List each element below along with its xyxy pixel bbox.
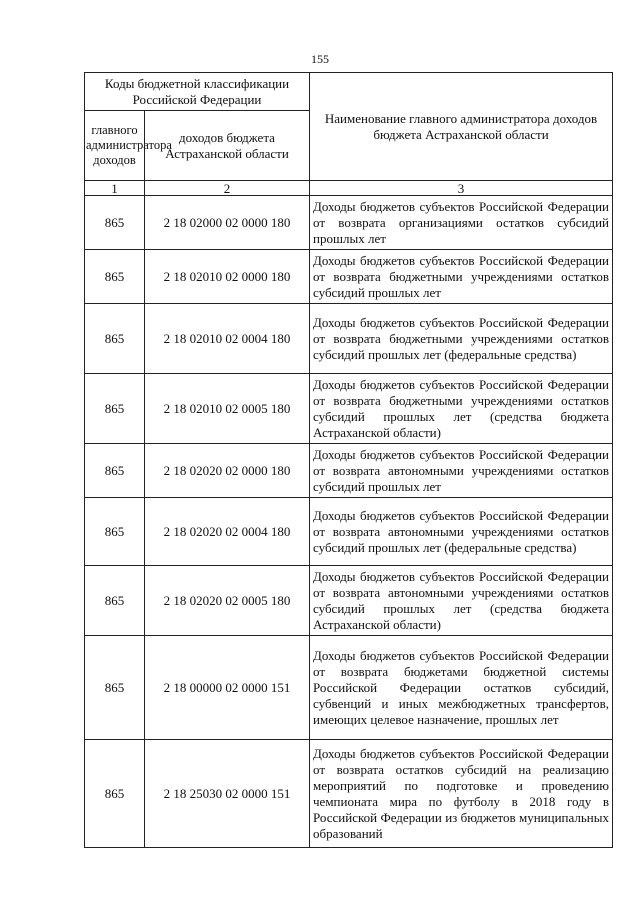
column-number: 1 <box>85 181 145 196</box>
table-row <box>85 636 613 740</box>
admin-code-cell: 865 <box>85 740 145 848</box>
admin-code-cell: 865 <box>85 444 145 498</box>
table-row <box>85 304 613 374</box>
income-code-cell: 2 18 02000 02 0000 180 <box>145 196 310 250</box>
admin-code-cell: 865 <box>85 250 145 304</box>
table-row <box>85 374 613 444</box>
income-name-cell: Доходы бюджетов субъектов Российской Федерации от возврата бюджетными учреждениями остатков субсидий прошлых лет <box>310 250 613 304</box>
table-row <box>85 566 613 636</box>
column-number: 2 <box>145 181 310 196</box>
header-income-column: доходов бюджета Астраханской области <box>145 111 310 181</box>
income-code-cell: 2 18 02020 02 0004 180 <box>145 498 310 566</box>
income-code-cell: 2 18 25030 02 0000 151 <box>145 740 310 848</box>
admin-code-cell: 865 <box>85 636 145 740</box>
table-row <box>85 498 613 566</box>
income-code-cell: 2 18 02010 02 0004 180 <box>145 304 310 374</box>
header-group-title: Коды бюджетной классификации Российской Федерации <box>85 73 310 111</box>
admin-code-cell: 865 <box>85 566 145 636</box>
income-code-cell: 2 18 02010 02 0000 180 <box>145 250 310 304</box>
table-row <box>85 250 613 304</box>
table-row <box>85 740 613 848</box>
income-name-cell: Доходы бюджетов субъектов Российской Федерации от возврата остатков субсидий на реализацию мероприятий по подготовке и проведению чемпионата мира по футболу в 2018 году в Российской Федерации из бюджетов муниципальных образований <box>310 740 613 848</box>
income-code-cell: 2 18 02010 02 0005 180 <box>145 374 310 444</box>
column-number: 3 <box>310 181 613 196</box>
income-name-cell: Доходы бюджетов субъектов Российской Федерации от возврата автономными учреждениями остатков субсидий прошлых лет <box>310 444 613 498</box>
income-code-cell: 2 18 02020 02 0005 180 <box>145 566 310 636</box>
income-code-cell: 2 18 00000 02 0000 151 <box>145 636 310 740</box>
table-row <box>85 444 613 498</box>
income-name-cell: Доходы бюджетов субъектов Российской Федерации от возврата организациями остатков субсидий прошлых лет <box>310 196 613 250</box>
income-code-cell: 2 18 02020 02 0000 180 <box>145 444 310 498</box>
income-name-cell: Доходы бюджетов субъектов Российской Федерации от возврата автономными учреждениями остатков субсидий прошлых лет (федеральные средства) <box>310 498 613 566</box>
admin-code-cell: 865 <box>85 304 145 374</box>
income-name-cell: Доходы бюджетов субъектов Российской Федерации от возврата автономными учреждениями остатков субсидий прошлых лет (средства бюджета Астраханской области) <box>310 566 613 636</box>
admin-code-cell: 865 <box>85 374 145 444</box>
income-name-cell: Доходы бюджетов субъектов Российской Федерации от возврата бюджетными учреждениями остатков субсидий прошлых лет (федеральные средства) <box>310 304 613 374</box>
income-name-cell: Доходы бюджетов субъектов Российской Федерации от возврата бюджетами бюджетной системы Российской Федерации остатков субсидий, субвенций и иных межбюджетных трансфертов, имеющих целевое назначение, прошлых лет <box>310 636 613 740</box>
page-number: 155 <box>311 52 329 66</box>
admin-code-cell: 865 <box>85 498 145 566</box>
header-name-column: Наименование главного администратора доходов бюджета Астраханской области <box>310 73 613 181</box>
budget-classification-table <box>84 72 613 848</box>
header-admin-column: главного администратора доходов <box>85 111 145 181</box>
column-number-row <box>85 181 613 196</box>
admin-code-cell: 865 <box>85 196 145 250</box>
income-name-cell: Доходы бюджетов субъектов Российской Федерации от возврата бюджетными учреждениями остатков субсидий прошлых лет (средства бюджета Астраханской области) <box>310 374 613 444</box>
table-row <box>85 196 613 250</box>
